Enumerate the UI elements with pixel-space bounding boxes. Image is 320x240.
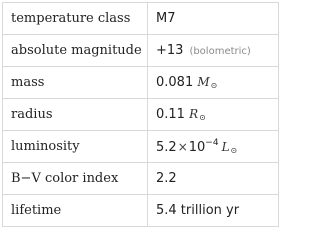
sun-symbol-icon: ⊙ xyxy=(199,113,206,122)
mass-value: 0.081 xyxy=(156,75,194,90)
row-value xyxy=(148,35,279,67)
table-row xyxy=(3,195,279,227)
unit-symbol: R xyxy=(189,107,199,121)
unit-symbol: M xyxy=(197,75,210,89)
solar-mass-unit xyxy=(197,75,217,89)
row-label: mass xyxy=(3,67,148,99)
color-index-value: 2.2 xyxy=(156,171,177,186)
luminosity-base: 10 xyxy=(188,140,206,155)
magnitude-qualifier: (bolometric) xyxy=(189,46,251,57)
temperature-class-value: M7 xyxy=(156,11,176,26)
row-value xyxy=(148,131,279,163)
radius-value: 0.11 xyxy=(156,107,185,122)
table-row xyxy=(3,35,279,67)
table-row xyxy=(3,3,279,35)
row-value xyxy=(148,99,279,131)
row-label: temperature class xyxy=(3,3,148,35)
row-label: B−V color index xyxy=(3,163,148,195)
table-row xyxy=(3,131,279,163)
sun-symbol-icon: ⊙ xyxy=(230,146,238,155)
sun-symbol-icon: ⊙ xyxy=(210,81,218,90)
table-row xyxy=(3,99,279,131)
properties-table xyxy=(2,2,279,227)
solar-radius-unit xyxy=(189,107,206,121)
row-value xyxy=(148,3,279,35)
unit-symbol: L xyxy=(221,140,230,154)
lifetime-value: 5.4 trillion yr xyxy=(156,203,240,218)
solar-luminosity-unit xyxy=(222,140,238,154)
row-label: luminosity xyxy=(3,131,148,163)
table-row xyxy=(3,163,279,195)
times-sign: × xyxy=(177,140,188,154)
row-label: lifetime xyxy=(3,195,148,227)
row-value xyxy=(148,195,279,227)
luminosity-exponent: −4 xyxy=(205,138,219,148)
luminosity-mantissa: 5.2 xyxy=(156,140,177,155)
row-value xyxy=(148,67,279,99)
table-row xyxy=(3,67,279,99)
row-label: absolute magnitude xyxy=(3,35,148,67)
row-value xyxy=(148,163,279,195)
row-label: radius xyxy=(3,99,148,131)
absolute-magnitude-value: +13 xyxy=(156,43,184,58)
